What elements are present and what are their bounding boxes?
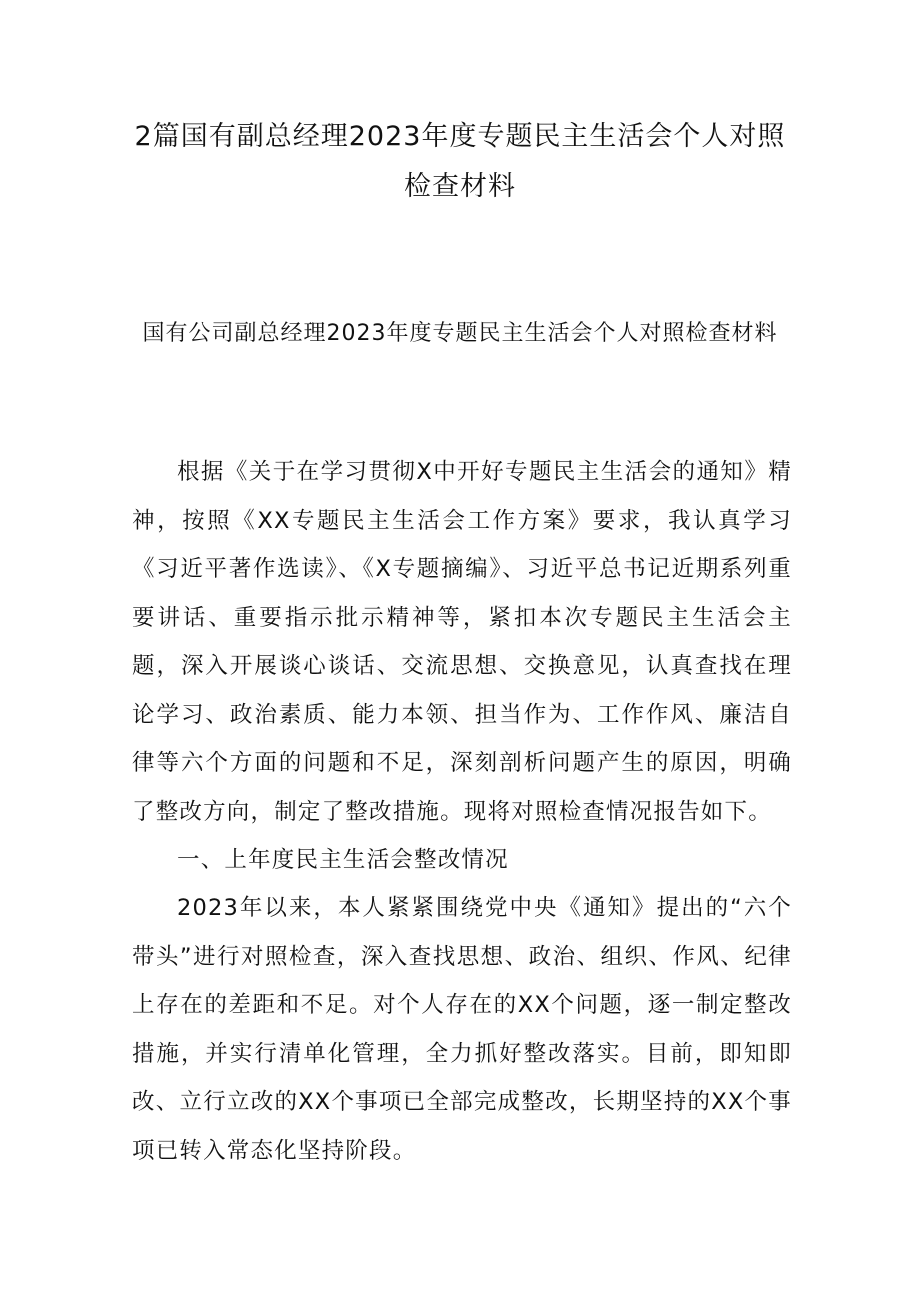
document-title: 2篇国有副总经理2023年度专题民主生活会个人对照检查材料 xyxy=(134,121,786,202)
intro-paragraph: 根据《关于在学习贯彻X中开好专题民主生活会的通知》精神，按照《XX专题民主生活会工作方案》要求，我认真学习《习近平著作选读》、《X专题摘编》、习近平总书记近期系列重要讲话、重要指示批示精神等，紧扣本次专题民主生活会主题，深入开展谈心谈话、交流思想、交换意见，认真查找在理论学习、政治素质、能力本领、担当作为、工作作风、廉洁自律等六个方面的问题和不足，深刻剖析问题产生的原因，明确了整改方向，制定了整改措施。现将对照检查情况报告如下。 xyxy=(132,459,792,825)
section-heading-1: 一、上年度民主生活会整改情况 xyxy=(177,847,509,873)
section-1-paragraph: 2023年以来，本人紧紧围绕党中央《通知》提出的“六个带头”进行对照检查，深入查找思想、政治、组织、作风、纪律上存在的差距和不足。对个人存在的XX个问题，逐一制定整改措施，并实行清单化管理，全力抓好整改落实。目前，即知即改、立行立改的XX个事项已全部完成整改，长期坚持的XX个事项已转入常态化坚持阶段。 xyxy=(132,895,792,1164)
document-subtitle: 国有公司副总经理2023年度专题民主生活会个人对照检查材料 xyxy=(142,321,778,346)
